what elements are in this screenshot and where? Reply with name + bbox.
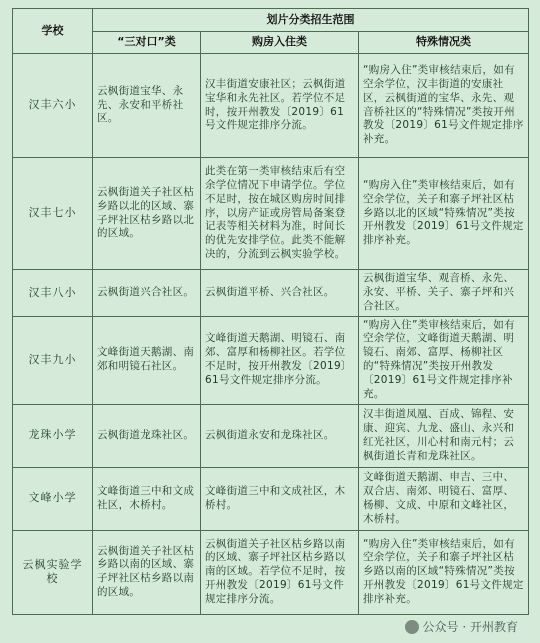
cell-three-match: 云枫街道龙珠社区。	[93, 404, 201, 467]
cell-purchase: 此类在第一类审核结束后有空余学位情况下申请学位。学位不足时，按在城区购房时间排序，以房产证或房管局备案登记表等相关材料为准，时间长的优先安排学位。此类不能解决的，分流到云枫实验学校。	[201, 158, 359, 270]
cell-purchase: 云枫街道永安和龙珠社区。	[201, 404, 359, 467]
school-cell: 云枫实验学校	[13, 530, 93, 614]
cell-three-match: 文峰街道天鹅湖、南郊和明镜石社区。	[93, 316, 201, 404]
cell-special: “购房入住”类审核结束后，如有空余学位，汉丰街道的安康社区，云枫街道的宝华、永先、观音桥社区的“特殊情况”类按开州教发〔2019〕61号文件规定排序补充。	[359, 54, 529, 158]
header-school: 学校	[13, 9, 93, 54]
school-cell: 汉丰六小	[13, 54, 93, 158]
table-row	[13, 467, 529, 530]
cell-special: “购房入住”类审核结束后，如有空余学位，关子和寨子坪社区枯乡路以南的区域“特殊情况”类按开州教发〔2019〕61号文件规定排序补充。	[359, 530, 529, 614]
wechat-icon	[405, 620, 419, 634]
school-cell: 汉丰八小	[13, 270, 93, 317]
header-group: 划片分类招生范围	[93, 9, 529, 32]
cell-purchase: 文峰街道三中和文成社区，木桥村。	[201, 467, 359, 530]
watermark-text: 公众号 · 开州教育	[422, 620, 518, 634]
cell-three-match: 云枫街道关子社区枯乡路以南的区域、寨子坪社区枯乡路以南的区域。	[93, 530, 201, 614]
cell-three-match: 云枫街道关子社区枯乡路以北的区域、寨子坪社区枯乡路以北的区域。	[93, 158, 201, 270]
cell-special: 文峰街道天鹅湖、申吉、三中、双合店、南郊、明镜石、富厚、杨柳、文成、中原和文峰社区，木桥村。	[359, 467, 529, 530]
table-row	[13, 404, 529, 467]
cell-special: 云枫街道宝华、观音桥、永先、永安、平桥、关子、寨子坪和兴合社区。	[359, 270, 529, 317]
school-cell: 龙珠小学	[13, 404, 93, 467]
cell-special: “购房入住”类审核结束后，如有空余学位，关子和寨子坪社区枯乡路以北的区域“特殊情况”类按开州教发〔2019〕61号文件规定排序补充。	[359, 158, 529, 270]
table-row	[13, 54, 529, 158]
school-cell: 文峰小学	[13, 467, 93, 530]
table-row	[13, 158, 529, 270]
header-col2: 购房入住类	[201, 32, 359, 54]
cell-purchase: 汉丰街道安康社区；云枫街道宝华和永先社区。若学位不足时，按开州教发〔2019〕61号文件规定排序分流。	[201, 54, 359, 158]
cell-special: 汉丰街道凤凰、百成、锦程、安康、迎宾、九龙、盛山、永兴和红光社区，川心村和南元村；云枫街道长青和龙珠社区。	[359, 404, 529, 467]
school-cell: 汉丰九小	[13, 316, 93, 404]
school-cell: 汉丰七小	[13, 158, 93, 270]
table-row	[13, 270, 529, 317]
header-col3: 特殊情况类	[359, 32, 529, 54]
cell-purchase: 云枫街道平桥、兴合社区。	[201, 270, 359, 317]
table-row	[13, 530, 529, 614]
cell-three-match: 文峰街道三中和文成社区，木桥村。	[93, 467, 201, 530]
table-row	[13, 316, 529, 404]
enrollment-table	[12, 8, 529, 615]
cell-special: “购房入住”类审核结束后，如有空余学位，文峰街道天鹅湖、明镜石、南郊、富厚、杨柳社区的“特殊情况”类按开州教发〔2019〕61号文件规定排序补充。	[359, 316, 529, 404]
header-col1: “三对口”类	[93, 32, 201, 54]
cell-three-match: 云枫街道兴合社区。	[93, 270, 201, 317]
cell-purchase: 云枫街道关子社区枯乡路以南的区域、寨子坪社区枯乡路以南的区域。若学位不足时，按开州教发〔2019〕61号文件规定排序分流。	[201, 530, 359, 614]
cell-three-match: 云枫街道宝华、永先、永安和平桥社区。	[93, 54, 201, 158]
cell-purchase: 文峰街道天鹅湖、明镜石、南郊、富厚和杨柳社区。若学位不足时，按开州教发〔2019〕61号文件规定排序分流。	[201, 316, 359, 404]
watermark	[405, 618, 518, 635]
